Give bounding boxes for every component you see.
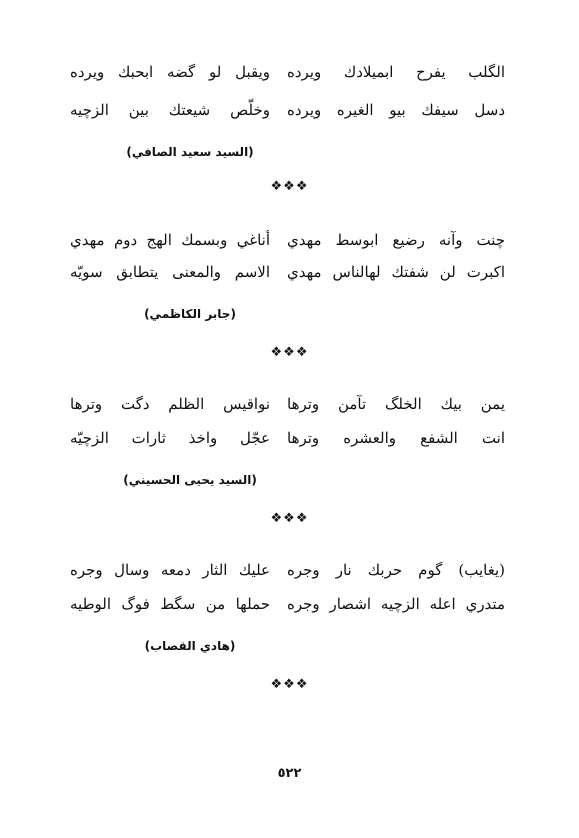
verse-line xyxy=(0,424,579,452)
first-hemistich: چنت وآنه رضيع ابوسط مهدي xyxy=(287,231,505,249)
page-number: ٥٢٢ xyxy=(277,766,302,781)
second-hemistich: وخلّص شيعتك بين الزچيه xyxy=(70,101,270,119)
second-hemistich: حملها من سگط فوگ الوطيه xyxy=(70,595,270,613)
stanza-separator: ❖❖❖ xyxy=(270,179,309,194)
verse-line xyxy=(0,590,579,618)
first-hemistich: (يغايب) گوم حربك نار وجره xyxy=(287,561,505,579)
stanza-separator: ❖❖❖ xyxy=(270,511,309,526)
first-hemistich: دسل سيفك بيو الغيره ويرده xyxy=(287,101,505,119)
first-hemistich: يمن بيك الخلگ تآمن وترها xyxy=(287,395,505,413)
first-hemistich: انت الشفع والعشره وترها xyxy=(287,429,505,447)
first-hemistich: اكبرت لن شفتك لهالناس مهدي xyxy=(287,263,505,281)
verse-line xyxy=(0,556,579,584)
second-hemistich: نواقيس الظلم دگت وترها xyxy=(70,395,270,413)
verse-line xyxy=(0,390,579,418)
verse-line xyxy=(0,258,579,286)
second-hemistich: ويقبل لو گضه ابحبك ويرده xyxy=(70,63,270,81)
verse-line xyxy=(0,58,579,86)
poet-attribution: (هادي القصاب) xyxy=(144,639,236,653)
stanza-separator: ❖❖❖ xyxy=(270,677,309,692)
second-hemistich: الاسم والمعنى يتطابق سويّه xyxy=(70,263,270,281)
verse-line xyxy=(0,226,579,254)
first-hemistich: متدري اعله الزچيه اشصار وجره xyxy=(287,595,505,613)
poet-attribution: (السيد سعيد الصافي) xyxy=(126,145,254,159)
poet-attribution: (السيد يحيى الحسيني) xyxy=(123,473,257,487)
first-hemistich: الگلب يفرح ابميلادك ويرده xyxy=(287,63,505,81)
stanza-separator: ❖❖❖ xyxy=(270,345,309,360)
poet-attribution: (جابر الكاظمي) xyxy=(144,307,236,321)
second-hemistich: عليك الثار دمعه وسال وجره xyxy=(70,561,270,579)
verse-line xyxy=(0,96,579,124)
second-hemistich: أناغي وبسمك الهج دوم مهدي xyxy=(70,231,270,249)
second-hemistich: عجّل واخذ ثارات الزچيّه xyxy=(70,429,270,447)
